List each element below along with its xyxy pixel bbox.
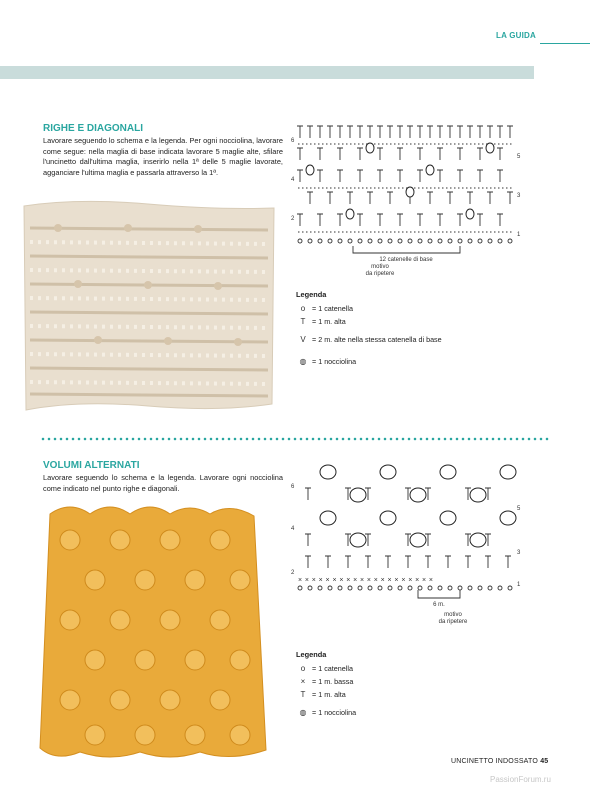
legend-item	[296, 315, 496, 328]
legend-title: Legenda	[296, 650, 327, 659]
header-band	[0, 66, 534, 79]
legend-item-text: = 1 catenella	[312, 304, 353, 313]
legend-item-text: = 1 nocciolina	[312, 356, 357, 366]
row-number-3: 3	[517, 550, 521, 556]
legend-volumi	[296, 650, 496, 723]
two-double-crochet-icon: V	[300, 334, 306, 344]
row-number-4: 4	[291, 526, 295, 532]
stitch-chart-righe	[288, 120, 523, 280]
row-number-2: 2	[291, 570, 295, 576]
row-number-3: 3	[517, 193, 521, 199]
legend-item	[296, 350, 496, 372]
chart-row-6	[297, 126, 513, 138]
section-tag: LA GUIDA	[496, 31, 536, 40]
chart-row-4	[297, 170, 503, 182]
bobble-icon: ◍	[299, 707, 307, 717]
chain-stitch-icon: o	[300, 304, 306, 313]
row-number-1: 1	[517, 582, 521, 588]
legend-item	[296, 688, 496, 701]
single-crochet-icon: ×	[300, 677, 306, 686]
legend-title: Legenda	[296, 290, 327, 299]
row-number-5: 5	[517, 506, 521, 512]
section-title-volumi: VOLUMI ALTERNATI	[43, 460, 140, 471]
motif-label-righe: motivo da ripetere	[365, 264, 395, 277]
section-text-volumi: Lavorare seguendo lo schema e la legenda. Lavorare ogni nocciolina come indicato nel punto righe e diagonali.	[43, 473, 283, 493]
legend-item	[296, 701, 496, 723]
swatch-photo-volumi	[30, 500, 280, 765]
double-crochet-icon: T	[300, 317, 306, 326]
row-number-5: 5	[517, 154, 521, 160]
double-crochet-icon: T	[300, 690, 306, 699]
header-rule	[540, 43, 590, 44]
legend-item	[296, 302, 496, 315]
legend-item-text: = 1 m. bassa	[312, 677, 354, 686]
legend-item	[296, 675, 496, 688]
page-footer	[451, 758, 548, 765]
magazine-name: UNCINETTO INDOSSATO	[451, 758, 539, 765]
swatch-photo-righe	[18, 198, 280, 416]
row-number-6: 6	[291, 484, 295, 490]
legend-item-text: = 1 m. alta	[312, 317, 346, 326]
row-number-2: 2	[291, 216, 295, 222]
chart-base-label: 6 m.	[433, 602, 445, 608]
section-title-righe: RIGHE E DIAGONALI	[43, 123, 144, 134]
row-number-4: 4	[291, 177, 295, 183]
page-number: 45	[540, 758, 549, 765]
svg-text:××××××××××××××××××××: ××××××××××××××××××××	[298, 577, 436, 584]
watermark: PassionForum.ru	[490, 775, 551, 784]
legend-item	[296, 328, 496, 350]
section-text-righe: Lavorare seguendo lo schema e la legenda. Per ogni nocciolina, lavorare come segue: nella maglia di base indicata lavorare 5 maglie alte, sfilare l'uncinetto dall'ultima maglia, inserirlo nella 1ª delle 5 maglie lavorate, agganciare l'ultima maglia e passarla attraverso la 1ª.	[43, 136, 283, 177]
legend-item-text: = 1 catenella	[312, 664, 353, 673]
stitch-chart-volumi	[288, 458, 523, 608]
legend-item-text: = 1 nocciolina	[312, 707, 357, 717]
row-number-1: 1	[517, 232, 521, 238]
motif-label-volumi: motivo da ripetere	[438, 612, 468, 625]
chart-base-label: 12 catenelle di base	[379, 257, 433, 263]
legend-item-text: = 1 m. alta	[312, 690, 346, 699]
row-number-6: 6	[291, 138, 295, 144]
chart-row-5	[297, 148, 503, 160]
legend-righe	[296, 290, 496, 372]
legend-item	[296, 662, 496, 675]
chain-stitch-icon: o	[300, 664, 306, 673]
section-divider	[40, 437, 550, 441]
bobble-icon: ◍	[299, 356, 307, 366]
legend-item-text: = 2 m. alte nella stessa catenella di base	[312, 334, 442, 344]
